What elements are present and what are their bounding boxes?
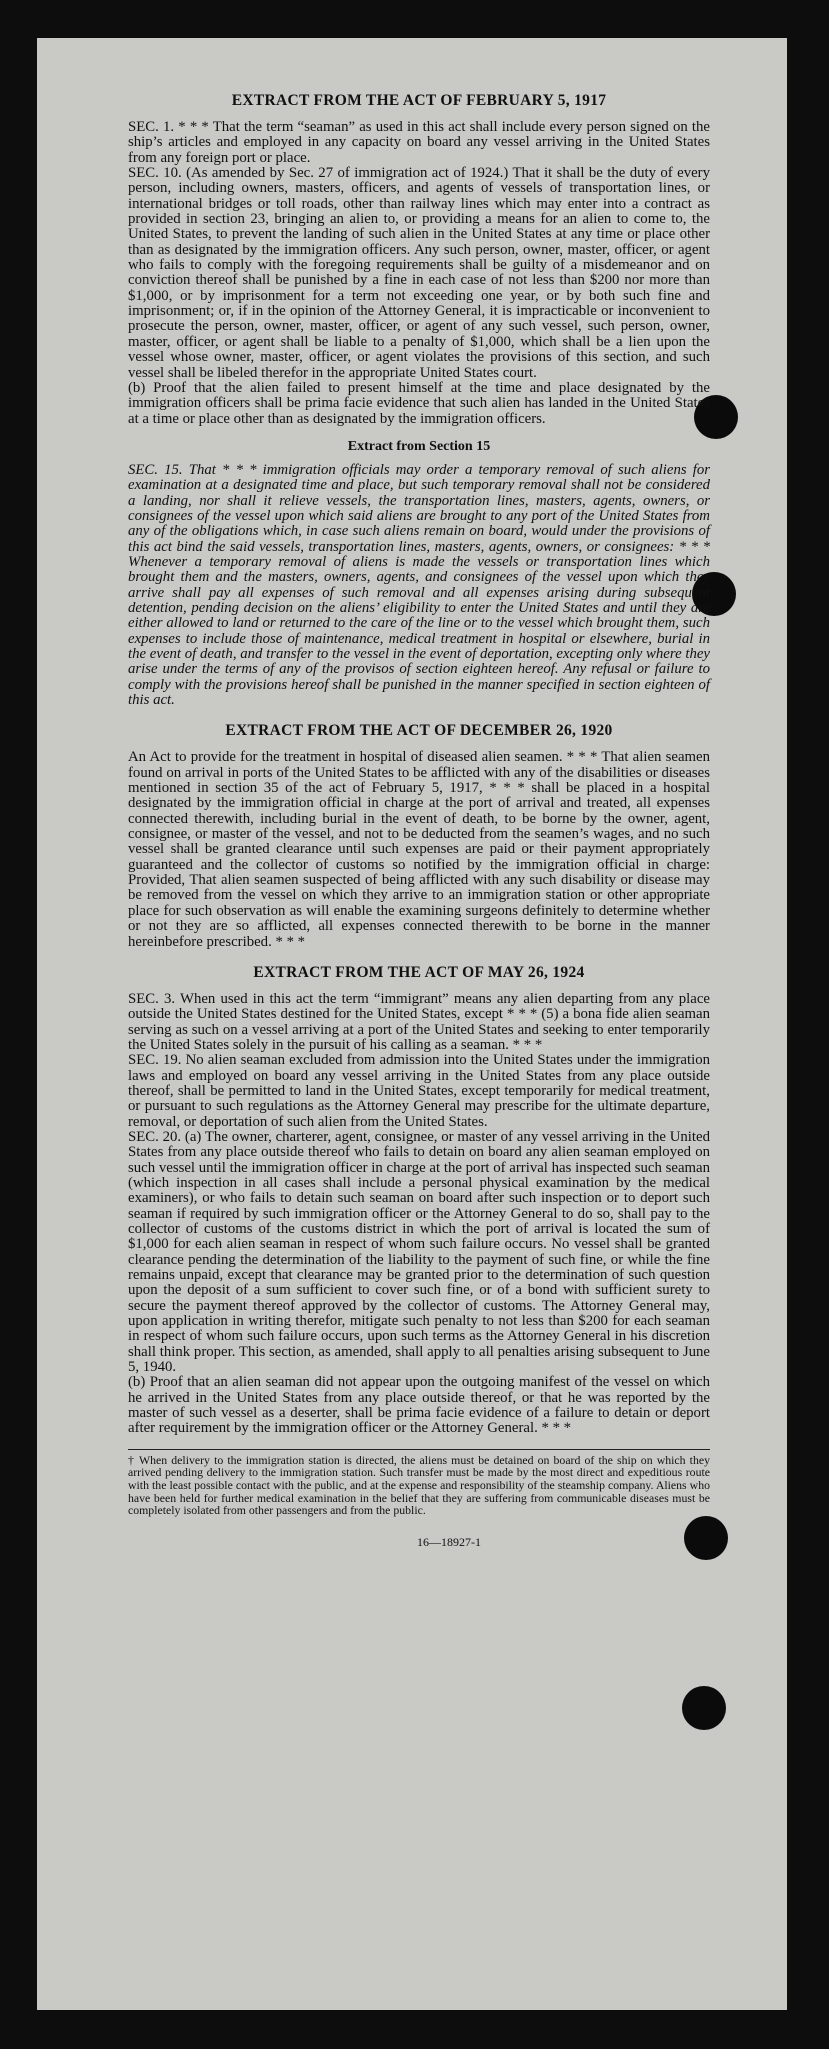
footnote-divider [128, 1449, 710, 1450]
paragraph-act-1920: An Act to provide for the treatment in hospital of diseased alien seamen. * * * That alien seamen found on arrival in ports of the United States to be afflicted with any of the disabilities or diseases mentioned in section 35 of the act of February 5, 1917, * * * shall be placed in a hospital designated by the immigration official in charge at the port of arrival and treated, all expenses connected therewith, including burial in the event of death, to be borne by the owner, agent, consignee, or master of the vessel, and not to be deducted from the seamen’s wages, and no such vessel shall be granted clearance until such expenses are paid or their payment appropriately guaranteed and the collector of customs so notified by the immigration official in charge: Provided, That alien seamen suspected of being afflicted with any such disability or disease may be removed from the vessel on which they arrive to an immigration station or other appropriate place for such observation as will enable the examining surgeons definitely to determine whether or not they are so afflicted, all expenses connected therewith to be borne in the manner hereinbefore prescribed. * * * [128, 749, 710, 950]
paragraph-sec-19: SEC. 19. No alien seaman excluded from admission into the United States under the immigration laws and employed on board any vessel arriving in the United States from any place outside thereof, shall be permitted to land in the United States, except temporarily for medical treatment, or pursuant to such regulations as the Attorney General may prescribe for the ultimate departure, removal, or deportation of such alien from the United States. [128, 1052, 710, 1130]
paragraph-sec-1: SEC. 1. * * * That the term “seaman” as used in this act shall include every person signed on the ship’s articles and employed in any capacity on board any vessel arriving in the United States from any foreign port or place. [128, 119, 710, 166]
heading-act-1917: EXTRACT FROM THE ACT OF FEBRUARY 5, 1917 [231, 92, 607, 109]
paragraph-sec-20-a: SEC. 20. (a) The owner, charterer, agent, consignee, or master of any vessel arriving in the United States from any place outside thereof who fails to detain on board any alien seaman employed on such vessel until the immigration officer in charge at the port of arrival has inspected such seaman (which inspection in all cases shall include a personal physical examination by the medical examiners), or who fails to detain such seaman on board after such inspection or to deport such seaman if required by such immigration officer or the Attorney General to do so, shall pay to the collector of customs of the customs district in which the port of arrival is located the sum of $1,000 for each alien seaman in respect of whom such failure occurs. No vessel shall be granted clearance pending the determination of the liability to the payment of such fine, or while the fine remains unpaid, except that clearance may be granted prior to the determination of such question upon the deposit of a sum sufficient to cover such fine, or of a bond with sufficient surety to secure the payment thereof approved by the collector of customs. The Attorney General may, upon application in writing therefor, mitigate such penalty to not less than $200 for each seaman in respect of whom such failure occurs, upon such terms as the Attorney General in his discretion shall think proper. This section, as amended, shall apply to all penalties arising subsequent to June 5, 1940. [128, 1128, 710, 1376]
subheading-section-15: Extract from Section 15 [347, 438, 491, 454]
paragraph-sec-10-b: (b) Proof that the alien failed to present himself at the time and place designated by the immigration officers shall be prima facie evidence that such alien has landed in the United States at a time or place other than as designated by the immigration officers. [128, 379, 710, 427]
paragraph-sec-10: SEC. 10. (As amended by Sec. 27 of immigration act of 1924.) That it shall be the duty of every person, including owners, masters, officers, and agents of vessels of transportation lines, or international bridges or toll roads, other than railway lines which may enter into a contract as provided in section 23, bringing an alien to, or providing a means for an alien to come to, the United States, to prevent the landing of such alien in the United States at any time or place other than as designated by the immigration officers. Any such person, owner, master, officer, or agent who fails to comply with the foregoing requirements shall be guilty of a misdemeanor and on conviction thereof shall be punished by a fine in each case of not less than $200 nor more than $1,000, or by imprisonment for a term not exceeding one year, or by both such fine and imprisonment; or, if in the opinion of the Attorney General, it is impracticable or inconvenient to prosecute the person, owner, master, officer, or agent of any such vessel, such person, owner, master, officer, or agent shall be liable to a penalty of $1,000, which shall be a lien upon the vessel whose owner, master, officer, or agent violates the provisions of this section, and such vessel shall be libeled therefor in the appropriate United States court. [128, 165, 710, 381]
paragraph-sec-20-b: (b) Proof that an alien seaman did not appear upon the outgoing manifest of the vessel on which he arrived in the United States from any place outside thereof, or that he was reported by the master of such vessel as a deserter, shall be prima facie evidence of a failure to detain or deport after requirement by the immigration officer or the Attorney General. * * * [128, 1374, 710, 1437]
footnote: † When delivery to the immigration station is directed, the aliens must be detained on board of the ship on which they arrived pending delivery to the immigration station. Such transfer must be made by the most direct and expeditious route with the least possible contact with the public, and at the expense and responsibility of the steamship company. Aliens who have been held for further medical examination in the belief that they are suffering from communicable diseases must be completely isolated from other passengers and from the public. [128, 1452, 710, 1518]
document-text [128, 52, 710, 1550]
heading-act-1924: EXTRACT FROM THE ACT OF MAY 26, 1924 [253, 963, 585, 981]
paragraph-sec-3: SEC. 3. When used in this act the term “immigrant” means any alien departing from any place outside the United States destined for the United States, except * * * (5) a bona fide alien seaman serving as such on a vessel arriving at a port of the United States and seeking to enter temporarily the United States solely in the pursuit of his calling as a seaman. * * * [128, 990, 710, 1053]
paragraph-sec-15: SEC. 15. That * * * immigration officials may order a temporary removal of such aliens for examination at a designated time and place, but such temporary removal shall not be considered a landing, nor shall it relieve vessels, the transportation lines, masters, agents, owners, or consignees of the vessel upon which said aliens are brought to any port of the United States from any of the obligations which, in case such aliens remain on board, would under the provisions of this act bind the said vessels, transportation lines, masters, agents, owners, or consignees: * * * Whenever a temporary removal of aliens is made the vessels or transportation lines which brought them and the masters, owners, agents, and consignees of the vessel upon which they arrive shall pay all expenses of such removal and all expenses arising during subsequent detention, pending decision on the aliens’ eligibility to enter the United States and until they are either allowed to land or returned to the care of the line or to the vessel which brought them, such expenses to include those of maintenance, medical treatment in hospital or elsewhere, burial in the event of death, and transfer to the vessel in the event of deportation, excepting only where they arise under the terms of any of the provisos of section eighteen hereof. Any refusal or failure to comply with the provisions hereof shall be punished in the manner specified in section eighteen of this act. [128, 461, 710, 709]
punch-hole [682, 1686, 726, 1730]
heading-act-1920: EXTRACT FROM THE ACT OF DECEMBER 26, 1920 [225, 722, 613, 740]
form-number: 16—18927-1 [417, 1534, 481, 1549]
